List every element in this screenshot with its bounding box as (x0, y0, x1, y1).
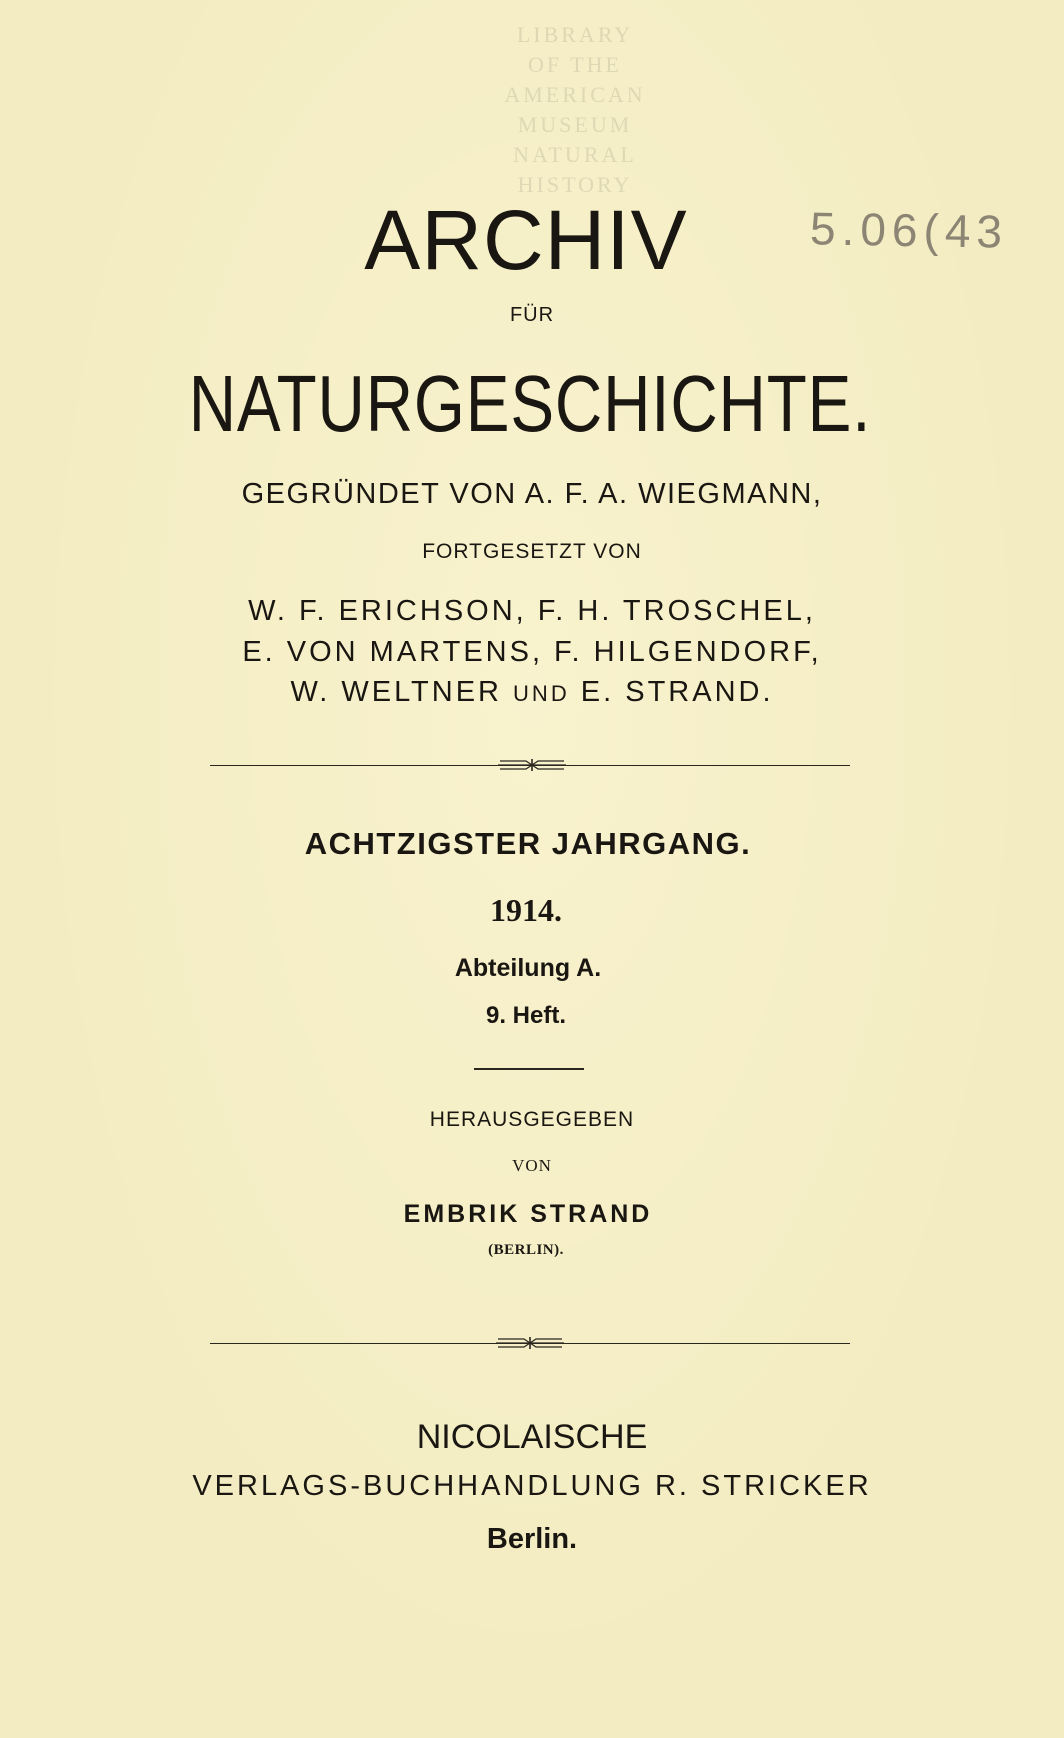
journal-title-fuer: FÜR (509, 304, 555, 326)
volume-heft: 9. Heft. (485, 1002, 566, 1029)
volume-jahrgang: ACHTZIGSTER JAHRGANG. (304, 826, 752, 861)
continued-by: FORTGESETZT VON (422, 540, 642, 563)
publisher-city: Berlin. (486, 1523, 578, 1555)
editor-name: EMBRIK STRAND (403, 1200, 653, 1228)
divider-short-rule (474, 1068, 584, 1070)
journal-subject: NATURGESCHICHTE. (188, 359, 872, 448)
von-label: VON (512, 1156, 552, 1175)
editors-line-3-part-a: W. WELTNER (290, 676, 514, 708)
editors-line-3-part-b: E. STRAND. (569, 676, 774, 708)
ornament-divider-bottom (494, 1336, 566, 1350)
editors-line-1: W. F. ERICHSON, F. H. TROSCHEL, (248, 595, 816, 627)
editors-line-2: E. VON MARTENS, F. HILGENDORF, (242, 636, 822, 668)
founded-by: GEGRÜNDET VON A. F. A. WIEGMANN, (241, 478, 823, 510)
volume-abteilung: Abteilung A. (454, 954, 602, 982)
editor-location: (BERLIN). (488, 1242, 564, 1258)
volume-year: 1914. (490, 892, 562, 928)
publisher-name: NICOLAISCHE (416, 1418, 648, 1456)
publisher-verlag: VERLAGS-BUCHHANDLUNG R. STRICKER (192, 1470, 872, 1502)
ornament-divider-top (496, 758, 568, 772)
journal-title: ARCHIV (364, 193, 688, 287)
herausgegeben-label: HERAUSGEGEBEN (429, 1108, 635, 1131)
editors-line-3 (0, 676, 1064, 709)
library-stamp-watermark: LIBRARY OF THE AMERICAN MUSEUM NATURAL HISTORY (504, 22, 646, 197)
handwritten-accession-number: 5.06(43 (809, 202, 1009, 258)
editors-line-3-und: UND (513, 681, 570, 706)
